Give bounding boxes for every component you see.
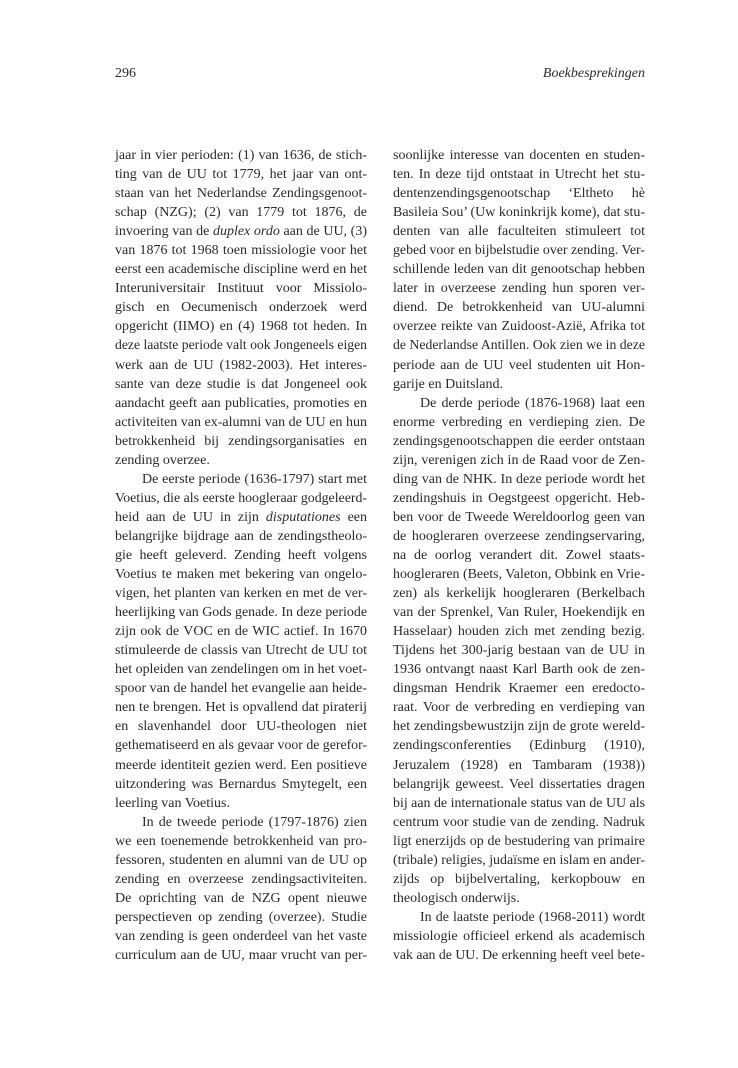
text-run: De eerste periode (1636-1797) start met [142, 471, 367, 487]
text-line [115, 241, 367, 260]
text-column-left [115, 146, 367, 965]
text-run: zendingshuis in Oegstgeest opgericht. Heb- [393, 490, 645, 506]
text-run: nen te brengen. Het is opvallend dat piraterij [115, 700, 367, 716]
text-line [393, 698, 645, 717]
text-run: sante van deze studie is dat Jongeneel ook [115, 376, 367, 392]
text-run: 1936 ontvangt naast Karl Barth ook de zen- [393, 662, 645, 678]
text-line [115, 927, 367, 946]
text-run: gie heeft geleverd. Zending heeft volgens [115, 547, 367, 563]
text-run: periode aan de UU veel studenten uit Hon- [393, 357, 645, 373]
text-run: leerling van Voetius. [115, 795, 230, 811]
text-line [393, 889, 645, 908]
text-run: belangrijke bijdrage aan de zendingstheolo- [115, 528, 367, 544]
text-line [115, 508, 367, 527]
text-line [393, 241, 645, 260]
text-line [115, 775, 367, 794]
text-line [115, 603, 367, 622]
text-run: missiologie officieel erkend als academisch [393, 928, 645, 944]
text-line [393, 584, 645, 603]
text-line [393, 546, 645, 565]
text-run: invoering van de [115, 224, 213, 240]
text-run: zen) als kerkelijk hoogleraren (Berkelbach [393, 586, 645, 602]
text-line [393, 508, 645, 527]
text-line [115, 813, 367, 832]
text-line [393, 603, 645, 622]
text-run: vak aan de UU. De erkenning heeft veel bete- [393, 947, 645, 963]
text-run: later in overzeese zending hun sporen ver- [393, 281, 645, 297]
text-run: na de oorlog verandert dit. Zowel staats- [393, 547, 645, 563]
text-run: zijn, verenigen zich in de Raad voor de Zen- [393, 452, 645, 468]
text-line [393, 184, 645, 203]
text-run: theologisch onderwijs. [393, 890, 520, 906]
text-line [115, 375, 367, 394]
text-run: schap (NZG); (2) van 1779 tot 1876, de [115, 205, 367, 221]
text-run: Voetius te maken met bekering van ongelo- [115, 567, 367, 583]
text-line [115, 584, 367, 603]
text-run: activiteiten van ex-alumni van de UU en hun [115, 414, 367, 430]
text-run: dentenzendingsgenootschap ‘Eltheto hè [393, 186, 645, 202]
text-line [115, 851, 367, 870]
text-line [115, 298, 367, 317]
text-line [393, 813, 645, 832]
text-run: opgericht (IIMO) en (4) 1968 tot heden. In [115, 319, 367, 335]
text-run: ding van de NHK. In deze periode wordt het [393, 471, 645, 487]
text-line [115, 756, 367, 775]
text-run: Basileia Sou’ (Uw koninkrijk kome), dat stu- [393, 205, 645, 221]
text-line [393, 413, 645, 432]
text-line [393, 622, 645, 641]
text-line [115, 565, 367, 584]
text-line [393, 756, 645, 775]
text-run: schillende leden van dit genootschap hebben [393, 262, 645, 278]
text-run: jaar in vier perioden: (1) van 1636, de stich- [115, 148, 367, 163]
text-run: staan van het Nederlandse Zendingsgenoot- [115, 186, 367, 202]
text-line [393, 165, 645, 184]
text-run: spoor van de handel het evangelie aan heide- [115, 681, 367, 697]
text-run: ligt enerzijds op de bestudering van primaire [393, 833, 645, 849]
text-run: gebed voor en bijbelstudie over zending. Ver- [393, 243, 645, 259]
text-line [393, 717, 645, 736]
text-run: deze laatste periode valt ook Jongeneels eigen [115, 338, 367, 354]
text-line [115, 356, 367, 375]
text-run: De derde periode (1876-1968) laat een [420, 395, 645, 411]
text-line [393, 451, 645, 470]
text-run: betrokkenheid bij zendingsorganisaties en [115, 433, 367, 449]
text-run: belangrijk geweest. Veel dissertaties dragen [393, 776, 645, 792]
text-run: overzee reikte van Zuidoost-Azië, Afrika tot [393, 319, 645, 335]
text-run: diend. De betrokkenheid van UU-alumni [393, 300, 645, 316]
text-line [393, 527, 645, 546]
text-line [393, 775, 645, 794]
text-run: hoogleraren (Beets, Valeton, Obbink en Vrie- [393, 567, 645, 583]
text-run: bij aan de internationale status van de UU als [393, 795, 645, 811]
text-line [115, 184, 367, 203]
text-run: van 1876 tot 1968 toen missiologie voor het [115, 243, 367, 259]
text-line [115, 908, 367, 927]
text-line [393, 336, 645, 355]
text-run: gethematiseerd en als gevaar voor de gerefor- [115, 738, 367, 754]
running-title: Boekbesprekingen [542, 66, 645, 81]
text-line [115, 832, 367, 851]
text-line [393, 660, 645, 679]
text-line [393, 298, 645, 317]
text-run: ting van de UU tot 1779, het jaar van ont- [115, 167, 367, 183]
text-run: soonlijke interesse van docenten en studen- [393, 148, 645, 163]
text-run: vigen, het planten van kerken en met de ver- [115, 586, 367, 602]
text-line [393, 375, 645, 394]
text-run: perspectieven op zending (overzee). Studie [115, 909, 367, 925]
text-run: centrum voor studie van de zending. Nadruk [393, 814, 645, 830]
text-run: van der Sprenkel, Van Ruler, Hoekendijk en [393, 605, 645, 621]
text-run: aan de UU, (3) [279, 224, 367, 240]
page-number: 296 [115, 66, 136, 81]
text-line [115, 736, 367, 755]
text-run: meerde identiteit gezien werd. Een positieve [115, 757, 367, 773]
text-line [115, 413, 367, 432]
text-run: het zendingsbewustzijn zijn de grote wereld- [393, 719, 645, 735]
text-line [115, 641, 367, 660]
text-line [393, 851, 645, 870]
text-run: Voetius, die als eerste hoogleraar godgeleerd- [115, 490, 367, 506]
text-line [115, 660, 367, 679]
text-run: de hoogleraren overzeese zendingservaring, [393, 528, 645, 544]
italic-text: duplex ordo [212, 224, 280, 240]
text-line [393, 832, 645, 851]
text-line [393, 565, 645, 584]
text-line [115, 394, 367, 413]
text-line [393, 203, 645, 222]
text-line [393, 736, 645, 755]
text-line [115, 432, 367, 451]
text-run: De oprichting van de NZG opent nieuwe [115, 890, 367, 906]
text-line [393, 946, 645, 965]
text-line [115, 889, 367, 908]
text-line [393, 394, 645, 413]
text-run: van zending is geen onderdeel van het vaste [115, 928, 367, 944]
text-run: stimuleerde de classis van Utrecht de UU tot [115, 643, 367, 659]
text-line [115, 222, 367, 241]
text-line [393, 679, 645, 698]
text-run: de Nederlandse Antillen. Ook zien we in deze [393, 338, 645, 354]
text-column-right [393, 146, 645, 965]
text-run: dingsman Hendrik Kraemer een eredocto- [393, 681, 645, 697]
text-run: ben voor de Tweede Wereldoorlog geen van [393, 509, 645, 525]
text-run: (tribale) religies, judaïsme en islam en ander- [393, 852, 645, 868]
text-run: heerlijking van Gods genade. In deze periode [115, 605, 367, 621]
text-line [115, 451, 367, 470]
text-line [393, 927, 645, 946]
text-run: zending overzee. [115, 452, 210, 468]
text-line [393, 641, 645, 660]
text-run: ten. In deze tijd ontstaat in Utrecht het stu- [393, 167, 645, 183]
text-line [115, 203, 367, 222]
text-run: enorme verbreding en verdieping zien. De [393, 414, 645, 430]
text-line [115, 527, 367, 546]
text-line [115, 794, 367, 813]
text-line [393, 470, 645, 489]
text-line [393, 260, 645, 279]
text-run: garije en Duitsland. [393, 376, 504, 392]
text-run: Tijdens het 300-jarig bestaan van de UU in [393, 643, 645, 659]
text-run: het opleiden van zendelingen om in het voet- [115, 662, 367, 678]
text-run: Interuniversitair Instituut voor Missiolo- [115, 281, 367, 297]
text-line [393, 222, 645, 241]
text-run: zending en overzeese zendingsactiviteiten. [115, 871, 367, 887]
text-run: zijn ook de VOC en de WIC actief. In 1670 [115, 624, 367, 640]
text-run: fessoren, studenten en alumni van de UU op [115, 852, 367, 868]
text-line [393, 356, 645, 375]
text-run: raat. Voor de verbreding en verdieping van [393, 700, 645, 716]
text-line [393, 870, 645, 889]
text-line [115, 165, 367, 184]
text-line [115, 146, 367, 165]
text-line [393, 432, 645, 451]
text-run: werk aan de UU (1982-2003). Het interes- [115, 357, 367, 373]
text-run: eerst een academische discipline werd en het [115, 262, 367, 278]
text-run: gisch en Oecumenisch onderzoek werd [115, 300, 367, 316]
text-line [115, 698, 367, 717]
text-line [115, 279, 367, 298]
text-run: zijds op bijbelvertaling, kerkopbouw en [393, 871, 645, 887]
text-run: In de tweede periode (1797-1876) zien [142, 814, 367, 830]
text-line [393, 146, 645, 165]
text-line [115, 336, 367, 355]
text-run: Jeruzalem (1928) en Tambaram (1938)) [393, 757, 645, 773]
text-line [115, 546, 367, 565]
text-line [115, 470, 367, 489]
text-run: curriculum aan de UU, maar vrucht van per- [115, 947, 367, 963]
text-line [393, 317, 645, 336]
text-run: zendingsconferenties (Edinburg (1910), [393, 738, 645, 754]
text-run: we een toenemende betrokkenheid van pro- [115, 833, 367, 849]
text-line [115, 260, 367, 279]
text-line [115, 622, 367, 641]
text-line [115, 679, 367, 698]
text-run: denten van alle faculteiten stimuleert tot [393, 224, 645, 240]
text-line [393, 908, 645, 927]
text-line [115, 317, 367, 336]
text-line [115, 870, 367, 889]
text-run: aandacht geeft aan publicaties, promoties en [115, 395, 367, 411]
text-run: zendingsgenootschappen die eerder ontstaan [393, 433, 645, 449]
italic-text: disputationes [265, 509, 341, 525]
text-run: heid aan de UU in zijn [115, 509, 266, 525]
text-run: In de laatste periode (1968-2011) wordt [420, 909, 645, 925]
text-line [115, 717, 367, 736]
text-line [115, 489, 367, 508]
text-run: Hasselaar) houden zich met zending bezig. [393, 624, 645, 640]
text-line [393, 489, 645, 508]
text-line [393, 279, 645, 298]
text-run: een [340, 509, 367, 525]
text-run: uitzondering was Bernardus Smytegelt, een [115, 776, 367, 792]
text-line [115, 946, 367, 965]
text-line [393, 794, 645, 813]
text-run: en slavenhandel door UU-theologen niet [115, 719, 367, 735]
